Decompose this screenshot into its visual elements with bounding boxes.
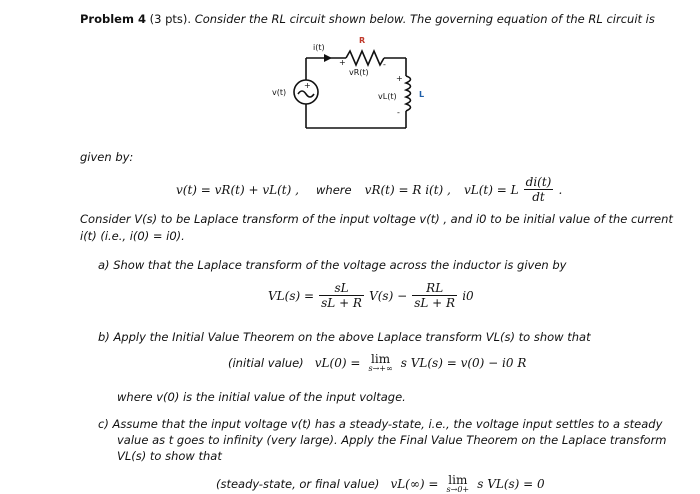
part-b-text: b) Apply the Initial Value Theorem on the above Laplace transform VL(s) to show that: [98, 330, 591, 344]
derivative-denominator: dt: [532, 190, 545, 204]
resistor-minus: -: [383, 60, 386, 69]
inductor-label: L: [419, 90, 425, 99]
given-by: given by:: [80, 150, 134, 164]
consider-line-2: i(t) (i.e., i(0) = i0).: [80, 229, 185, 243]
fraction-rl: [412, 281, 457, 310]
resistor-label: R: [359, 36, 366, 45]
governing-equation: [176, 175, 562, 204]
where-label: where: [316, 183, 352, 197]
part-a-equation: [268, 281, 474, 310]
problem-label: Problem 4: [80, 12, 146, 26]
part-a-text: a) Show that the Laplace transform of the voltage across the inductor is given by: [98, 258, 567, 272]
fraction-rl-denominator: sL + R: [414, 296, 456, 310]
lim-subscript-final: s→0+: [446, 485, 470, 494]
kvl-equation: v(t) = vR(t) + vL(t) ,: [176, 183, 299, 197]
i0-term: i0: [462, 289, 474, 303]
points-label: (3 pts).: [149, 12, 192, 26]
derivative-fraction: [524, 175, 554, 204]
lim-text-final: lim: [448, 473, 468, 487]
derivative-numerator: di(t): [525, 175, 552, 189]
lim-block: [368, 352, 392, 373]
lim-text: lim: [371, 352, 391, 366]
final-value-label: (steady-state, or final value): [216, 477, 380, 491]
initial-value-label: (initial value): [228, 356, 304, 370]
vr-label: vR(t): [349, 68, 369, 77]
fraction-sl-denominator: sL + R: [321, 296, 362, 310]
problem-header: [80, 12, 655, 26]
source-plus: +: [304, 81, 311, 90]
intro-text: Consider the RL circuit shown below. The governing equation of the RL circuit is: [194, 12, 655, 26]
vl-equation: vL(t) = L: [463, 183, 519, 197]
circuit-svg: [266, 36, 446, 136]
part-c-line-1: c) Assume that the input voltage v(t) has a steady-state, i.e., the voltage input settles to a steady: [98, 417, 663, 431]
fraction-sl-numerator: sL: [319, 281, 364, 296]
source-label: v(t): [272, 88, 287, 97]
vl-s-lhs: VL(s) =: [268, 289, 315, 303]
current-label: i(t): [313, 43, 325, 52]
inductor-minus: -: [397, 108, 400, 117]
vl0-lhs: vL(0) =: [314, 356, 361, 370]
part-b-where: where v(0) is the initial value of the input voltage.: [117, 390, 406, 404]
current-arrow-icon: [324, 54, 332, 62]
consider-line-1: Consider V(s) to be Laplace transform of the input voltage v(t) , and i0 to be initial value of the current: [80, 212, 673, 226]
part-c-line-3: VL(s) to show that: [117, 449, 222, 463]
rl-circuit-diagram: [266, 36, 446, 136]
part-c-equation: [216, 473, 545, 494]
lim-block-final: [447, 473, 470, 494]
initial-value-rhs: s VL(s) = v(0) − i0 R: [400, 356, 527, 370]
vl-label: vL(t): [378, 92, 397, 101]
vr-equation: vR(t) = R i(t) ,: [364, 183, 451, 197]
part-c-line-2: value as t goes to infinity (very large). Apply the Final Value Theorem on the Laplace transform: [117, 433, 667, 447]
fraction-rl-numerator: RL: [412, 281, 457, 296]
fraction-sl: [319, 281, 364, 310]
vl-inf-lhs: vL(∞) =: [390, 477, 439, 491]
final-value-rhs: s VL(s) = 0: [477, 477, 545, 491]
part-b-equation: [228, 352, 526, 373]
lim-subscript: s→+∞: [368, 364, 393, 373]
equation-end: .: [558, 183, 563, 197]
inductor-plus: +: [396, 74, 403, 83]
resistor-plus: +: [339, 58, 346, 67]
vs-term: V(s) −: [369, 289, 408, 303]
